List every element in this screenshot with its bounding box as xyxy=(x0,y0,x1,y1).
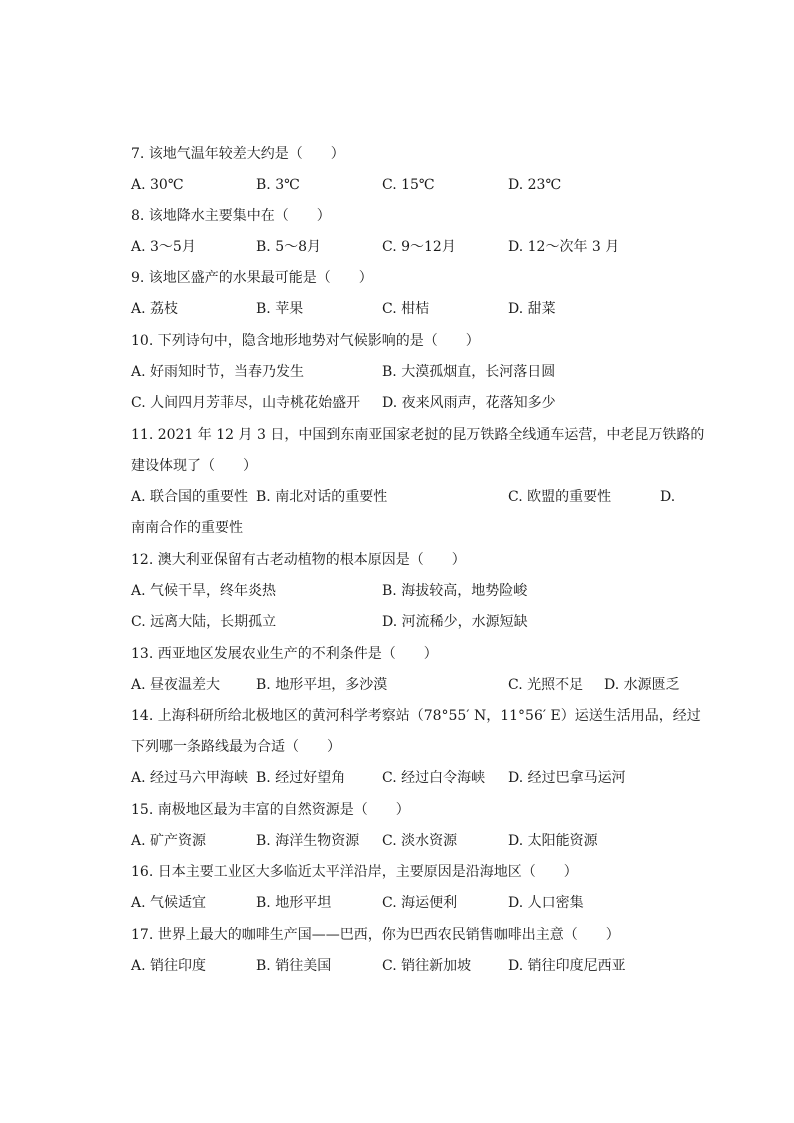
question-17-option-b: B. 销往美国 xyxy=(256,958,332,974)
question-12-option-c: C. 远离大陆，长期孤立 xyxy=(131,614,277,630)
question-15-stem: 15. 南极地区最为丰富的自然资源是（ ） xyxy=(131,802,410,818)
question-7-option-a: A. 30℃ xyxy=(131,177,184,193)
question-7-option-d: D. 23℃ xyxy=(508,177,562,193)
question-8-stem: 8. 该地降水主要集中在（ ） xyxy=(131,208,331,224)
question-7-stem: 7. 该地气温年较差大约是（ ） xyxy=(131,146,345,162)
question-11-stem: 11. 2021 年 12 月 3 日，中国到东南亚国家老挝的昆万铁路全线通车运营，中老昆万铁路的 xyxy=(131,427,705,443)
question-16-option-a: A. 气候适宜 xyxy=(131,895,207,911)
question-16-option-d: D. 人口密集 xyxy=(508,895,584,911)
question-13-stem: 13. 西亚地区发展农业生产的不利条件是（ ） xyxy=(131,646,438,662)
question-16-stem: 16. 日本主要工业区大多临近太平洋沿岸，主要原因是沿海地区（ ） xyxy=(131,864,578,880)
question-10-option-c: C. 人间四月芳菲尽，山寺桃花始盛开 xyxy=(131,395,361,411)
question-14-option-c: C. 经过白令海峡 xyxy=(382,770,486,786)
question-13-option-a: A. 昼夜温差大 xyxy=(131,677,221,693)
question-14-option-b: B. 经过好望角 xyxy=(256,770,346,786)
question-8-option-b: B. 5～8月 xyxy=(256,239,322,255)
question-17-stem: 17. 世界上最大的咖啡生产国——巴西，你为巴西农民销售咖啡出主意（ ） xyxy=(131,927,620,943)
question-11-option-a: A. 联合国的重要性 xyxy=(131,489,249,505)
question-7-option-b: B. 3℃ xyxy=(256,177,300,193)
question-13-option-d: D. 水源匮乏 xyxy=(604,677,680,693)
question-12-option-a: A. 气候干旱，终年炎热 xyxy=(131,583,277,599)
question-10-option-d: D. 夜来风雨声，花落知多少 xyxy=(382,395,556,411)
question-11-option-d-text: 南南合作的重要性 xyxy=(131,520,243,536)
question-7-option-c: C. 15℃ xyxy=(382,177,435,193)
question-14-stem-continued: 下列哪一条路线最为合适（ ） xyxy=(131,739,341,755)
question-11-stem-continued: 建设体现了（ ） xyxy=(131,458,257,474)
question-15-option-a: A. 矿产资源 xyxy=(131,833,207,849)
question-11-option-d: D. xyxy=(660,489,676,505)
question-15-option-c: C. 淡水资源 xyxy=(382,833,458,849)
question-9-option-d: D. 甜菜 xyxy=(508,301,556,317)
question-15-option-d: D. 太阳能资源 xyxy=(508,833,598,849)
question-10-option-b: B. 大漠孤烟直，长河落日圆 xyxy=(382,364,556,380)
question-10-stem: 10. 下列诗句中，隐含地形地势对气候影响的是（ ） xyxy=(131,333,480,349)
question-10-option-a: A. 好雨知时节，当春乃发生 xyxy=(131,364,305,380)
question-17-option-a: A. 销往印度 xyxy=(131,958,207,974)
question-8-option-c: C. 9～12月 xyxy=(382,239,456,255)
question-12-option-d: D. 河流稀少，水源短缺 xyxy=(382,614,528,630)
question-9-option-a: A. 荔枝 xyxy=(131,301,179,317)
question-14-option-a: A. 经过马六甲海峡 xyxy=(131,770,249,786)
question-12-stem: 12. 澳大利亚保留有古老动植物的根本原因是（ ） xyxy=(131,552,466,568)
question-9-option-b: B. 苹果 xyxy=(256,301,304,317)
question-13-option-c: C. 光照不足 xyxy=(508,677,584,693)
question-8-option-a: A. 3～5月 xyxy=(131,239,196,255)
question-13-option-b: B. 地形平坦，多沙漠 xyxy=(256,677,388,693)
question-17-option-c: C. 销往新加坡 xyxy=(382,958,472,974)
question-11-option-c: C. 欧盟的重要性 xyxy=(508,489,612,505)
question-16-option-c: C. 海运便利 xyxy=(382,895,458,911)
question-15-option-b: B. 海洋生物资源 xyxy=(256,833,360,849)
question-9-stem: 9. 该地区盛产的水果最可能是（ ） xyxy=(131,270,373,286)
question-11-option-b: B. 南北对话的重要性 xyxy=(256,489,388,505)
question-14-option-d: D. 经过巴拿马运河 xyxy=(508,770,626,786)
question-8-option-d: D. 12～次年 3 月 xyxy=(508,239,620,255)
question-12-option-b: B. 海拔较高，地势险峻 xyxy=(382,583,528,599)
question-14-stem: 14. 上海科研所给北极地区的黄河科学考察站（78°55′ N，11°56′ E）运送生活用品，经过 xyxy=(131,708,701,724)
question-16-option-b: B. 地形平坦 xyxy=(256,895,332,911)
question-9-option-c: C. 柑桔 xyxy=(382,301,430,317)
question-17-option-d: D. 销往印度尼西亚 xyxy=(508,958,626,974)
